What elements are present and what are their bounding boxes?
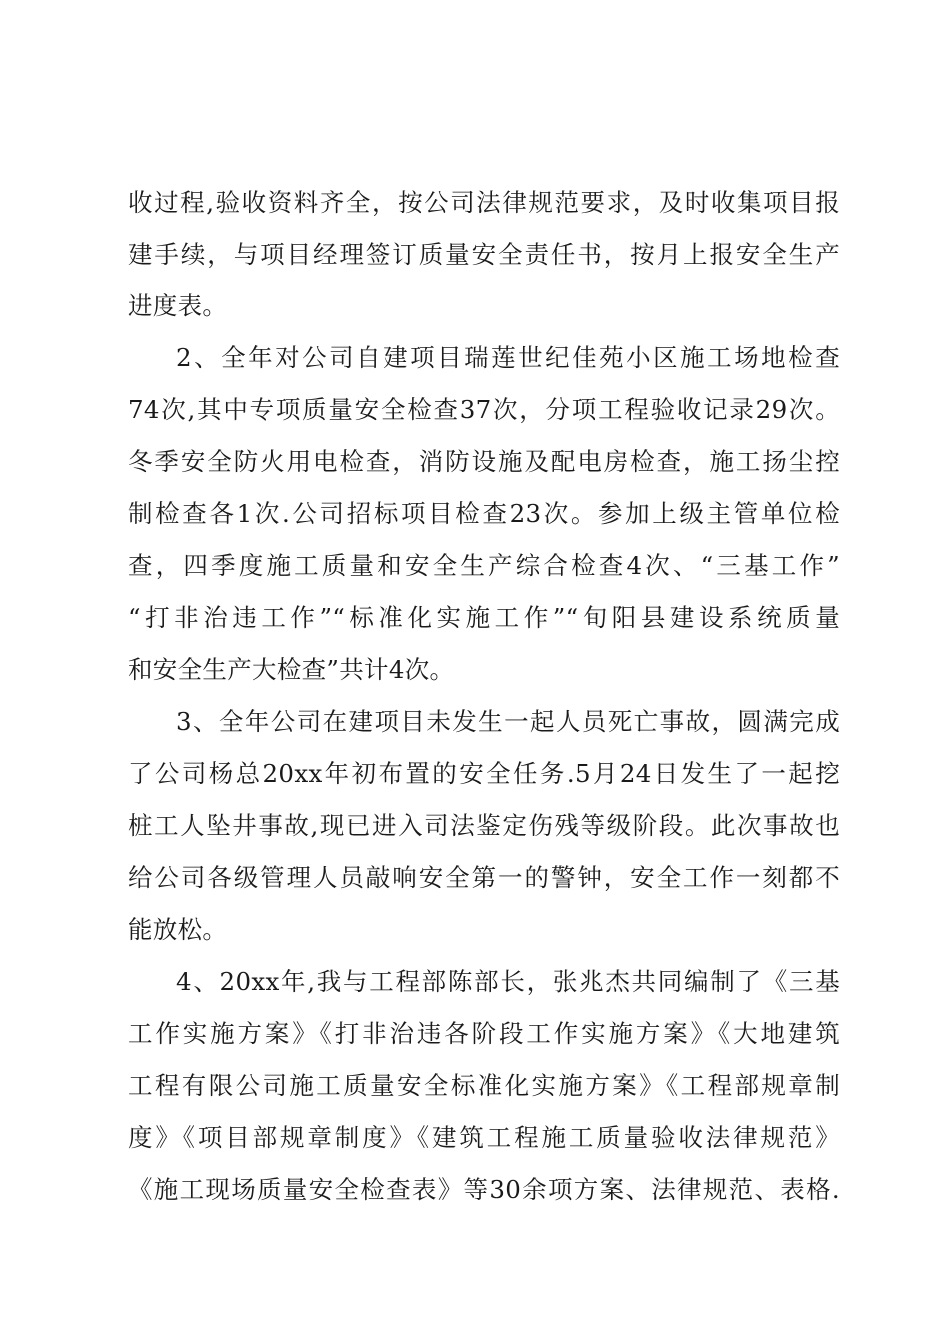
paragraph-2-line-1: 2、全年对公司自建项目瑞莲世纪佳苑小区施工场地检查 [176, 343, 840, 372]
paragraph-2-line-7: 和安全生产大检查”共计4次。 [128, 655, 455, 684]
paragraph-2-line-2: 74次,其中专项质量安全检查37次，分项工程验收记录29次。 [128, 395, 840, 424]
paragraph-3-line-4: 给公司各级管理人员敲响安全第一的警钟，安全工作一刻都不 [128, 863, 840, 892]
paragraph-3-line-2: 了公司杨总20xx年初布置的安全任务.5月24日发生了一起挖 [128, 759, 840, 788]
paragraph-4-line-1: 4、20xx年,我与工程部陈部长，张兆杰共同编制了《三基 [176, 967, 840, 996]
paragraph-2-line-5: 查，四季度施工质量和安全生产综合检查4次、“三基工作” [128, 551, 840, 580]
paragraph-2-line-3: 冬季安全防火用电检查，消防设施及配电房检查，施工扬尘控 [128, 447, 840, 476]
paragraph-3-line-5: 能放松。 [128, 915, 228, 944]
paragraph-3-line-1: 3、全年公司在建项目未发生一起人员死亡事故，圆满完成 [176, 707, 840, 736]
paragraph-4-line-4: 度》《项目部规章制度》《建筑工程施工质量验收法律规范》 [128, 1123, 840, 1152]
paragraph-4-line-5: 《施工现场质量安全检查表》等30余项方案、法律规范、表格. [128, 1175, 840, 1204]
paragraph-1-line-3: 进度表。 [128, 291, 228, 320]
paragraph-4-line-3: 工程有限公司施工质量安全标准化实施方案》《工程部规章制 [128, 1071, 840, 1100]
paragraph-1-line-2: 建手续，与项目经理签订质量安全责任书，按月上报安全生产 [128, 240, 840, 269]
paragraph-4-line-2: 工作实施方案》《打非治违各阶段工作实施方案》《大地建筑 [128, 1019, 840, 1048]
paragraph-2-line-6: “打非治违工作”“标准化实施工作”“旬阳县建设系统质量 [128, 603, 840, 632]
paragraph-3-line-3: 桩工人坠井事故,现已进入司法鉴定伤残等级阶段。此次事故也 [128, 811, 840, 840]
paragraph-2-line-4: 制检查各1次.公司招标项目检查23次。参加上级主管单位检 [128, 499, 840, 528]
paragraph-1-line-1: 收过程,验收资料齐全，按公司法律规范要求，及时收集项目报 [128, 188, 840, 217]
